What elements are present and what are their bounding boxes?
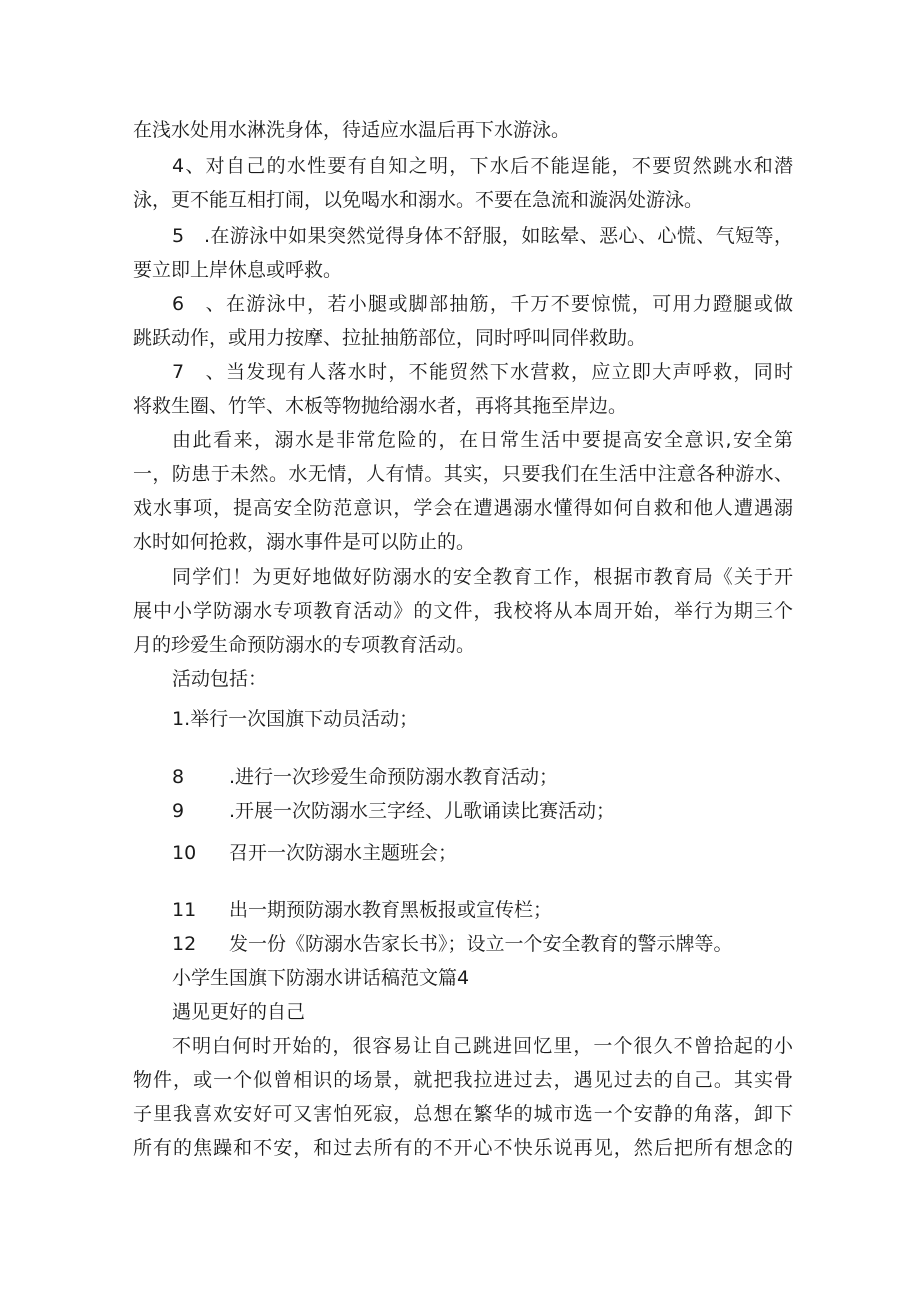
paragraph-line: 要立即上岸休息或呼救。 [133, 259, 343, 281]
list-item-text: .开展一次防溺水三字经、儿歌诵读比赛活动； [229, 800, 616, 822]
list-item-number: 9 [172, 800, 185, 822]
paragraph-line: 5 .在游泳中如果突然觉得身体不舒服，如眩晕、恶心、心慌、气短等， [172, 225, 793, 247]
paragraph-line: 月的珍爱生命预防溺水的专项教育活动。 [133, 634, 476, 656]
section-title: 小学生国旗下防溺水讲话稿范文篇4 [172, 967, 470, 989]
paragraph-line: 戏水事项，提高安全防范意识，学会在遭遇溺水懂得如何自救和他人遭遇溺 [133, 497, 793, 519]
list-item-text: 召开一次防溺水主题班会； [229, 842, 458, 864]
list-item-number: 10 [172, 842, 197, 864]
paragraph-line: 在浅水处用水淋洗身体，待适应水温后再下水游泳。 [133, 119, 571, 141]
list-item: 1.举行一次国旗下动员活动； [172, 708, 419, 730]
list-item-number: 8 [172, 766, 185, 788]
paragraph-line: 物件，或一个似曾相识的场景，就把我拉进过去，遇见过去的自己。其实骨 [133, 1069, 793, 1091]
section-subtitle: 遇见更好的自己 [172, 1001, 306, 1023]
list-item-number: 12 [172, 933, 197, 955]
paragraph-line: 展中小学防溺水专项教育活动》的文件，我校将从本周开始，举行为期三个 [133, 600, 793, 622]
paragraph-line: 水时如何抢救，溺水事件是可以防止的。 [133, 531, 476, 553]
paragraph-line: 6 、在游泳中，若小腿或脚部抽筋，千万不要惊慌，可用力蹬腿或做 [172, 293, 793, 315]
paragraph-line: 活动包括： [172, 668, 268, 690]
list-item-number: 11 [172, 899, 197, 921]
paragraph-line: 所有的焦躁和不安，和过去所有的不开心不快乐说再见，然后把所有想念的 [133, 1137, 793, 1159]
paragraph-line: 跳跃动作，或用力按摩、拉扯抽筋部位，同时呼叫同伴救助。 [133, 327, 647, 349]
paragraph-line: 将救生圈、竹竿、木板等物抛给溺水者，再将其拖至岸边。 [133, 395, 628, 417]
list-item-text: 发一份《防溺水告家长书》；设立一个安全教育的警示牌等。 [229, 933, 733, 955]
paragraph-line: 4、对自己的水性要有自知之明，下水后不能逞能，不要贸然跳水和潜 [172, 155, 793, 177]
paragraph-line: 一，防患于未然。水无情，人有情。其实，只要我们在生活中注意各种游水、 [133, 463, 793, 485]
paragraph-line: 子里我喜欢安好可又害怕死寂，总想在繁华的城市选一个安静的角落，卸下 [133, 1103, 793, 1125]
paragraph-line: 泳，更不能互相打闹，以免喝水和溺水。不要在急流和漩涡处游泳。 [133, 189, 704, 211]
paragraph-line: 由此看来，溺水是非常危险的，在日常生活中要提高安全意识,安全第 [172, 429, 793, 451]
paragraph-line: 同学们！为更好地做好防溺水的安全教育工作，根据市教育局《关于开 [172, 566, 793, 588]
paragraph-line: 不明白何时开始的，很容易让自己跳进回忆里，一个很久不曾拾起的小 [172, 1035, 793, 1057]
list-item-text: .进行一次珍爱生命预防溺水教育活动； [229, 766, 559, 788]
list-item-text: 出一期预防溺水教育黑板报或宣传栏； [229, 899, 553, 921]
paragraph-line: 7 、当发现有人落水时，不能贸然下水营救，应立即大声呼救，同时 [172, 361, 793, 383]
